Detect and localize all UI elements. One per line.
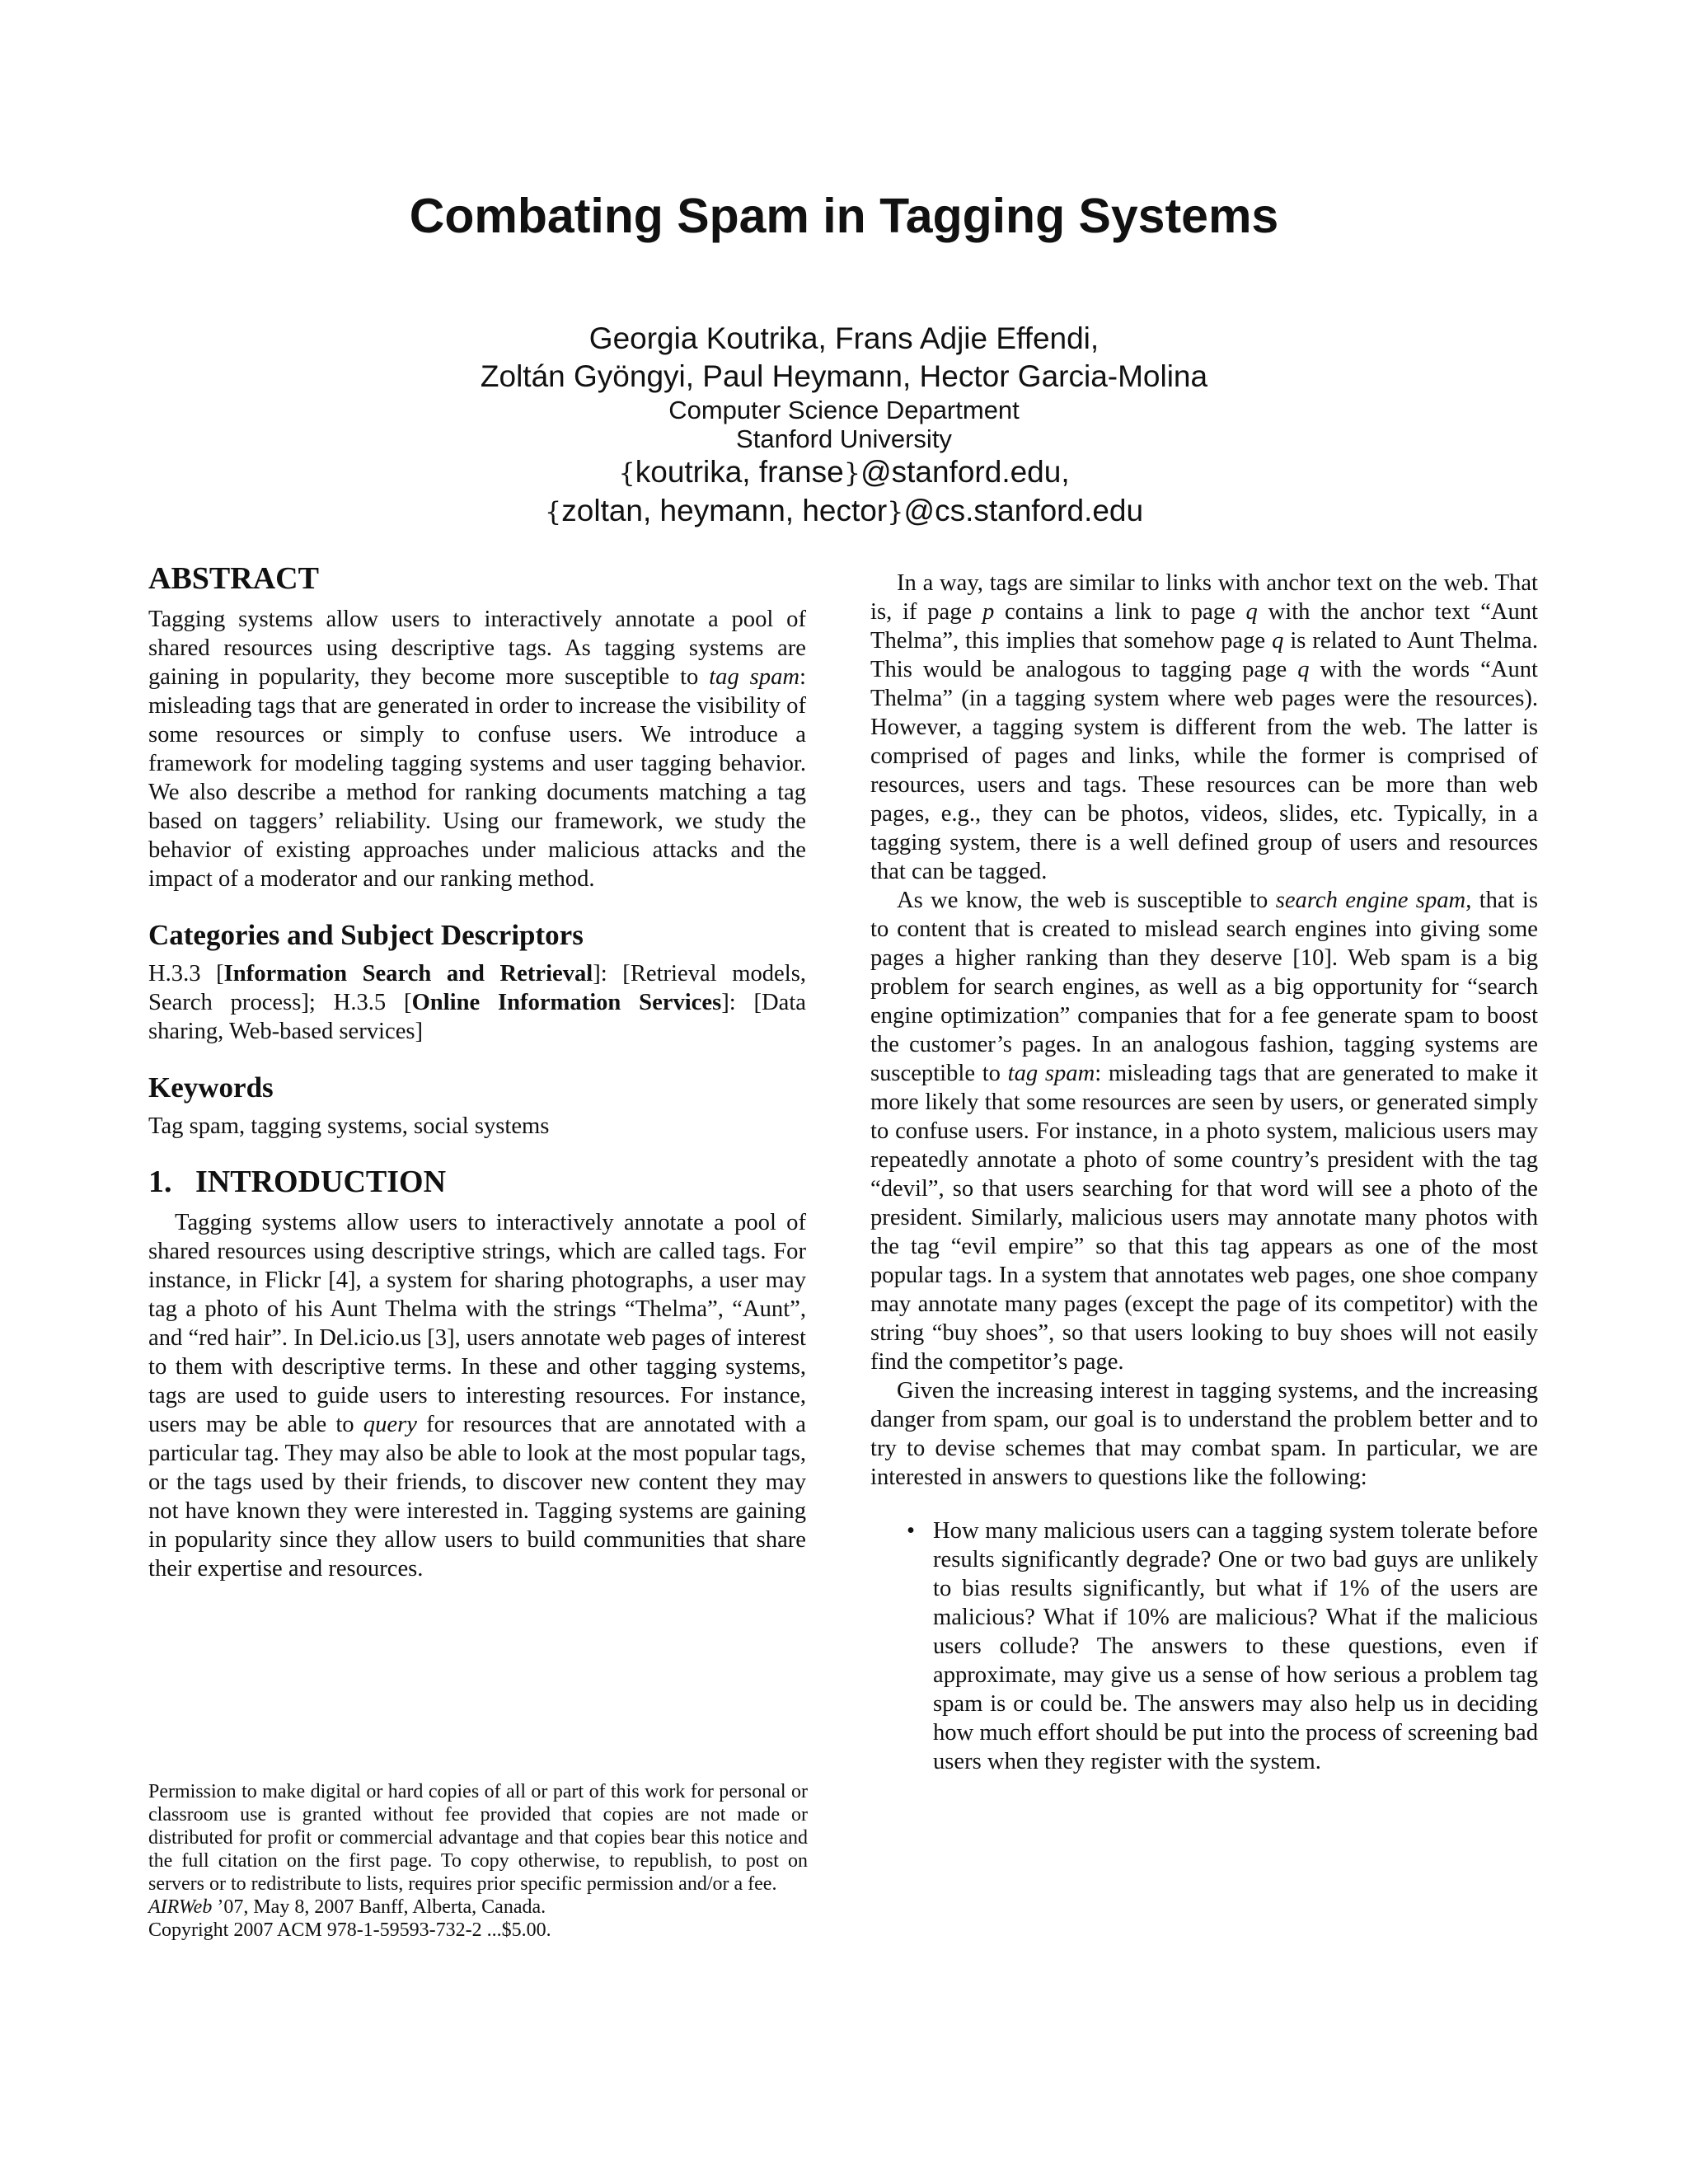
copyright-line: Copyright 2007 ACM 978-1-59593-732-2 ...$5.00. bbox=[148, 1919, 551, 1941]
permission-text: Permission to make digital or hard copies of all or part of this work for personal or classroom use is granted without fee provided that copies are not made or distributed for profit or commercial advantage and that copies bear this notice and the full citation on the first page. To copy otherwise, to republish, to post on servers or to redistribute to lists, requires prior specific permission and/or a fee. bbox=[148, 1781, 808, 1895]
email-line1 bbox=[0, 453, 1688, 492]
author-names-line1: Georgia Koutrika, Frans Adjie Effendi, bbox=[588, 321, 1100, 355]
categories-heading: Categories and Subject Descriptors bbox=[148, 919, 584, 951]
right-column bbox=[870, 569, 1538, 1776]
paper-title: Combating Spam in Tagging Systems bbox=[409, 189, 1279, 243]
brace-open: { bbox=[544, 496, 562, 527]
brace-close: } bbox=[887, 496, 904, 527]
brace-open: { bbox=[618, 457, 635, 489]
bullet-icon: • bbox=[907, 1518, 916, 1544]
introduction-paragraph: Tagging systems allow users to interactively annotate a pool of shared resources using descriptive strings, which are called tags. For instance, in Flickr [4], a system for sharing photographs, a user may tag a photo of his Aunt Thelma with the strings “Thelma”, “Aunt”, and “red hair”. In Del.icio.us [3], users annotate web pages of interest to them with descriptive terms. In these and other tagging systems, tags are used to guide users to interesting resources. For instance, users may be able to query for resources that are annotated with a particular tag. They may also be able to look at the most popular tags, or the tags used by their friends, to discover new content they may not have known they were interested in. Tagging systems are gaining in popularity since they allow users to build communities that share their expertise and resources. bbox=[148, 1210, 806, 1582]
paragraph-tags-links: In a way, tags are similar to links with anchor text on the web. That is, if page p contains a link to page q with the anchor text “Aunt Thelma”, this implies that somehow page q is related to Aunt Thelma. This would be analogous to tagging page q with the words “Aunt Thelma” (in a tagging system where web pages were the resources). However, a tagging system is different from the web. The latter is comprised of pages and links, while the former is comprised of resources, users and tags. These resources can be more than web pages, e.g., they can be photos, videos, slides, etc. Typically, in a tagging system, there is a well defined group of users and resources that can be tagged. bbox=[870, 570, 1538, 884]
permission-footnote bbox=[148, 1780, 808, 1942]
keywords-text: Tag spam, tagging systems, social systems bbox=[148, 1113, 550, 1139]
affiliation-university: Stanford University bbox=[736, 424, 952, 453]
email-domain-2: @cs.stanford.edu bbox=[903, 494, 1144, 527]
categories-text: H.3.3 [Information Search and Retrieval]: [Retrieval models, Search process]; H.3.5 [Online Information Services]: [Data sharing, Web-based services] bbox=[148, 961, 806, 1044]
email-line2 bbox=[0, 492, 1688, 531]
question-list bbox=[870, 1516, 1538, 1776]
keywords-heading: Keywords bbox=[148, 1071, 274, 1104]
venue-line: AIRWeb ’07, May 8, 2007 Banff, Alberta, Canada. bbox=[148, 1896, 546, 1918]
author-names-line2: Zoltán Gyöngyi, Paul Heymann, Hector Garcia-Molina bbox=[480, 359, 1208, 393]
left-column bbox=[148, 560, 806, 1583]
email-domain-1: @stanford.edu, bbox=[860, 455, 1070, 489]
affiliation-department: Computer Science Department bbox=[668, 396, 1020, 424]
author-block bbox=[0, 320, 1688, 531]
email-users-2: zoltan, heymann, hector bbox=[561, 494, 888, 527]
brace-close: } bbox=[843, 457, 861, 489]
email-users-1: koutrika, franse bbox=[635, 455, 844, 489]
paragraph-web-spam: As we know, the web is susceptible to search engine spam, that is to content that is created to mislead search engines into giving some pages a higher ranking than they deserve [10]. Web spam is a big problem for search engines, as well as a big opportunity for “search engine optimization” companies that for a fee generate spam to boost the customer’s pages. In an analogous fashion, tagging systems are susceptible to tag spam: misleading tags that are generated to make it more likely that some resources are seen by users, or generated simply to confuse users. For instance, in a photo system, malicious users may repeatedly annotate a photo of some country’s president with the tag “devil”, so that users searching for that word will see a photo of the president. Similarly, malicious users may annotate many photos with the tag “evil empire” so that this tag appears as one of the most popular tags. In a system that annotates web pages, one shoe company may annotate many pages (except the page of its competitor) with the string “buy shoes”, so that users looking to buy shoes will not easily find the competitor’s page. bbox=[870, 888, 1538, 1375]
introduction-heading: 1. INTRODUCTION bbox=[148, 1165, 447, 1199]
abstract-text: Tagging systems allow users to interactively annotate a pool of shared resources using descriptive tags. As tagging systems are gaining in popularity, they become more susceptible to tag spam: misleading tags that are generated in order to increase the visibility of some resources or simply to confuse users. We introduce a framework for modeling tagging systems and user tagging behavior. We also describe a method for ranking documents matching a tag based on taggers’ reliability. Using our framework, we study the behavior of existing approaches under malicious attacks and the impact of a moderator and our ranking method. bbox=[148, 607, 806, 892]
paragraph-goal: Given the increasing interest in tagging systems, and the increasing danger from spam, our goal is to understand the problem better and to try to devise schemes that may combat spam. In particular, we are interested in answers to questions like the following: bbox=[870, 1378, 1538, 1490]
abstract-heading: ABSTRACT bbox=[148, 561, 319, 596]
list-item: • How many malicious users can a tagging system tolerate before results significantly degrade? One or two bad guys are unlikely to bias results significantly, but what if 1% of the users are malicious? What if 10% are malicious? What if the malicious users collude? The answers to these questions, even if approximate, may give us a sense of how serious a problem tag spam is or could be. The answers may also help us in deciding how much effort should be put into the process of screening bad users when they register with the system. bbox=[907, 1518, 1538, 1774]
